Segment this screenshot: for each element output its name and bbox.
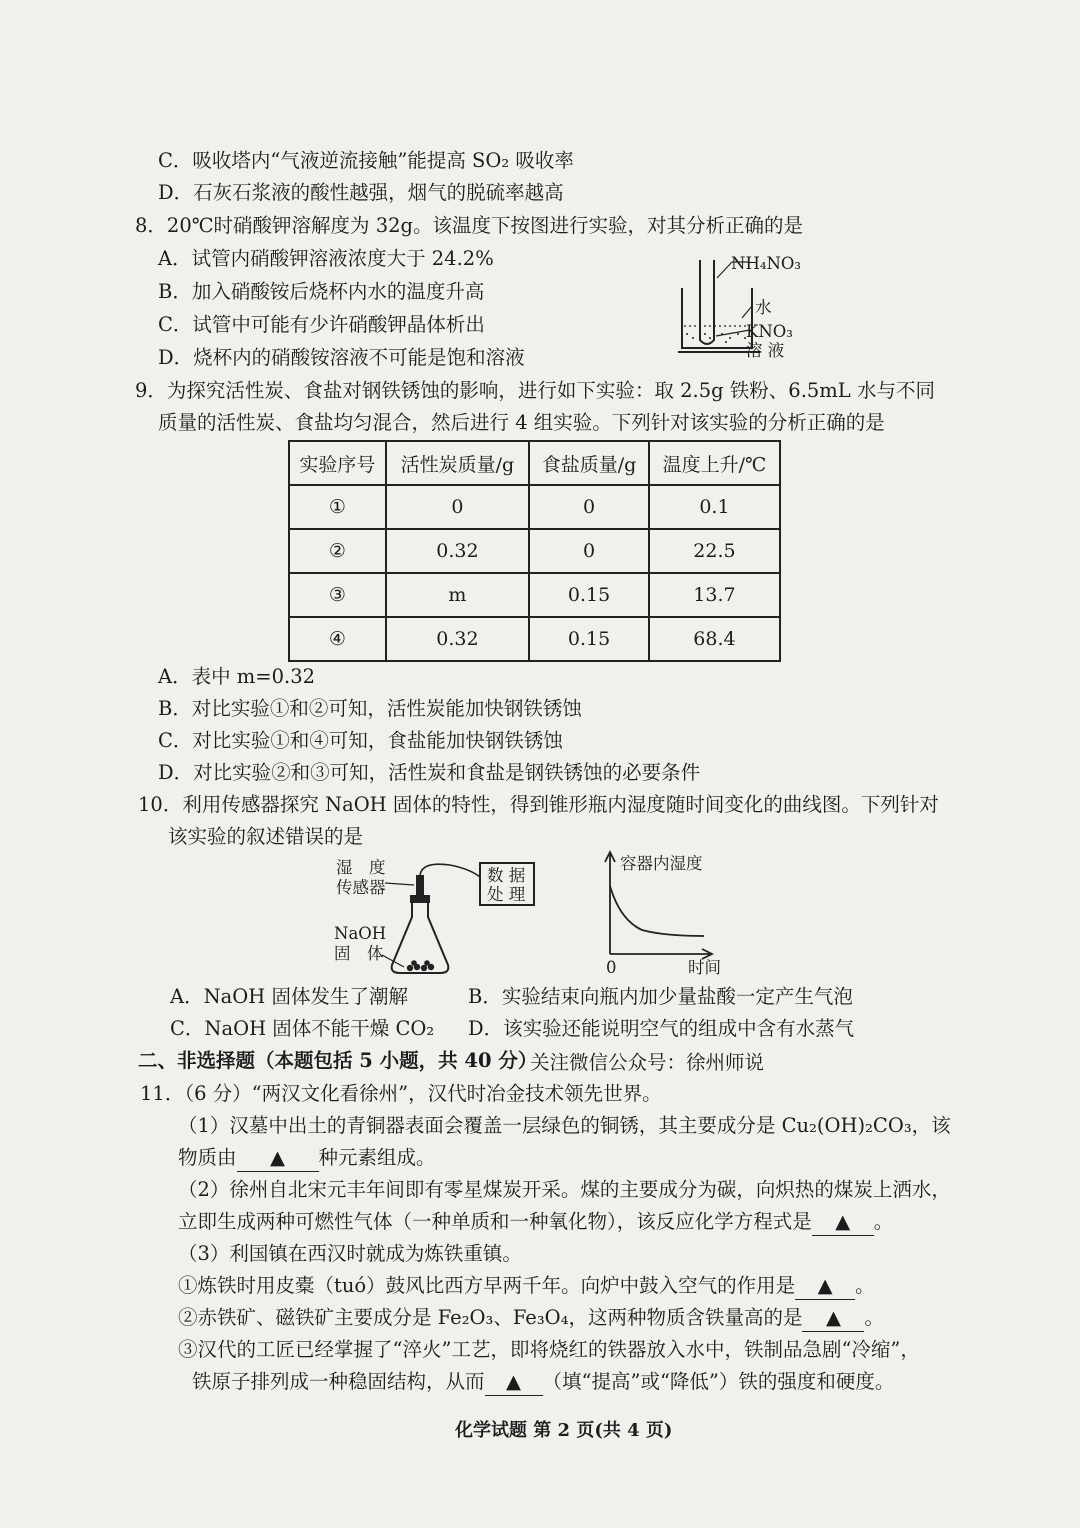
section-title: 二、非选择题（本题包括 5 小题，共 40 分） [138,1049,538,1072]
q11-part3-2-post: 。 [864,1306,884,1329]
table-row [289,485,780,529]
table-cell: 13.7 [649,573,780,617]
q11-part3-1-post: 。 [855,1274,875,1297]
table-cell: 0.32 [386,529,529,573]
table-cell: 22.5 [649,529,780,573]
q8-option-a: A．试管内硝酸钾溶液浓度大于 24.2% [158,247,494,270]
q8-option-d: D．烧杯内的硝酸铵溶液不可能是饱和溶液 [158,346,525,369]
table-row [289,529,780,573]
q11-part1-line2 [178,1145,436,1172]
table-cell: 0 [386,485,529,529]
answer-blank[interactable]: ▲ [802,1305,864,1332]
table-cell: 0.15 [529,617,649,661]
label-water: 水 [755,298,772,317]
table-header-cell: 食盐质量/g [529,441,649,485]
table-header-cell: 活性炭质量/g [386,441,529,485]
answer-blank[interactable]: ▲ [485,1369,543,1396]
q11-part3-3-pre: 铁原子排列成一种稳固结构，从而 [192,1370,485,1393]
q11-part3: （3）利国镇在西汉时就成为炼铁重镇。 [178,1242,522,1265]
sensor-label-line2: 传感器 [336,878,386,897]
table-header-cell: 温度上升/℃ [649,441,780,485]
table-cell: 68.4 [649,617,780,661]
curve-xlabel: 时间 [688,958,721,977]
table-row [289,617,780,661]
table-cell: 0 [529,529,649,573]
curve-origin: 0 [606,958,617,977]
q11-part3-3-line1: ③汉代的工匠已经掌握了“淬火”工艺，即将烧红的铁器放入水中，铁制品急剧“冷缩”， [178,1338,920,1361]
table-header-cell: 实验序号 [289,441,386,485]
q11-part3-1-pre: ①炼铁时用皮橐（tuó）鼓风比西方早两千年。向炉中鼓入空气的作用是 [178,1274,796,1297]
table-cell: 0.15 [529,573,649,617]
curve-ylabel: 容器内湿度 [620,854,703,873]
q11-part3-1 [178,1273,875,1300]
q9-stem-line1: 9．为探究活性炭、食盐对钢铁锈蚀的影响，进行如下实验：取 2.5g 铁粉、6.5mL 水与不同 [135,379,935,402]
q11-part3-2-pre: ②赤铁矿、磁铁矿主要成分是 Fe₂O₃、Fe₃O₄，这两种物质含铁量高的是 [178,1306,803,1329]
q10-option-b: B．实验结束向瓶内加少量盐酸一定产生气泡 [468,985,853,1008]
q9-option-d: D．对比实验②和③可知，活性炭和食盐是钢铁锈蚀的必要条件 [158,761,701,784]
answer-blank[interactable]: ▲ [795,1273,855,1300]
table-row [289,573,780,617]
q10-option-d: D．该实验还能说明空气的组成中含有水蒸气 [468,1017,855,1040]
table-cell: 0.32 [386,617,529,661]
q10-stem-line1: 10．利用传感器探究 NaOH 固体的特性，得到锥形瓶内湿度随时间变化的曲线图。下列针对 [138,793,939,816]
q10-stem-line2: 该实验的叙述错误的是 [168,825,364,848]
table-cell: ④ [289,617,386,661]
q9-option-a: A．表中 m=0.32 [158,665,316,688]
experiment-table [288,440,781,662]
q7-option-c: C．吸收塔内“气液逆流接触”能提高 SO₂ 吸收率 [158,149,574,172]
q9-option-b: B．对比实验①和②可知，活性炭能加快钢铁锈蚀 [158,697,582,720]
answer-blank[interactable]: ▲ [812,1209,874,1236]
q11-part3-3-line2 [192,1369,894,1396]
table-cell: ② [289,529,386,573]
q10-option-c: C．NaOH 固体不能干燥 CO₂ [170,1017,435,1040]
q9-stem-line2: 质量的活性炭、食盐均匀混合，然后进行 4 组实验。下列针对该实验的分析正确的是 [158,411,885,434]
q11-part2-pre: 立即生成两种可燃性气体（一种单质和一种氧化物），该反应化学方程式是 [178,1210,812,1233]
q8-option-c: C．试管中可能有少许硝酸钾晶体析出 [158,313,485,336]
q8-stem: 8．20℃时硝酸钾溶解度为 32g。该温度下按图进行实验，对其分析正确的是 [135,214,804,237]
naoh-label-line1: NaOH [334,924,387,943]
answer-blank[interactable]: ▲ [237,1145,319,1172]
q11-part3-2 [178,1305,884,1332]
q11-part1-pre: 物质由 [178,1146,237,1169]
q11-part1-post: 种元素组成。 [318,1146,436,1169]
data-box-label-line1: 数 据 [487,866,526,885]
q11-part2-post: 。 [873,1210,894,1233]
q10-option-a: A．NaOH 固体发生了潮解 [170,985,408,1008]
q8-option-b: B．加入硝酸铵后烧杯内水的温度升高 [158,280,485,303]
table-cell: ③ [289,573,386,617]
q7-option-d: D．石灰石浆液的酸性越强，烟气的脱硫率越高 [158,181,564,204]
table-header-row [289,441,780,485]
label-solution: 溶 液 [746,341,785,360]
label-kno3: KNO₃ [746,322,793,341]
q11-part1-line1: （1）汉墓中出土的青铜器表面会覆盖一层绿色的铜锈，其主要成分是 Cu₂(OH)₂CO₃，该 [178,1114,951,1137]
q9-option-c: C．对比实验①和④可知，食盐能加快钢铁锈蚀 [158,729,563,752]
table-cell: 0 [529,485,649,529]
q11-part2-line1: （2）徐州自北宋元丰年间即有零星煤炭开采。煤的主要成分为碳，向炽热的煤炭上洒水， [178,1178,951,1201]
data-box-label-line2: 处 理 [487,885,526,904]
label-nh4no3: NH₄NO₃ [731,254,802,273]
q11-part2-line2 [178,1209,893,1236]
table-cell: ① [289,485,386,529]
q11-part3-3-post: （填“提高”或“降低”）铁的强度和硬度。 [542,1370,895,1393]
page-footer: 化学试题 第 2 页(共 4 页) [455,1420,673,1441]
table-cell: 0.1 [649,485,780,529]
wechat-note: 关注微信公众号：徐州师说 [530,1051,765,1074]
sensor-label-line1: 湿 度 [336,858,386,877]
naoh-label-line2: 固 体 [334,944,384,963]
table-cell: m [386,573,529,617]
q11-stem: 11．（6 分）“两汉文化看徐州”，汉代时冶金技术领先世界。 [140,1082,662,1105]
